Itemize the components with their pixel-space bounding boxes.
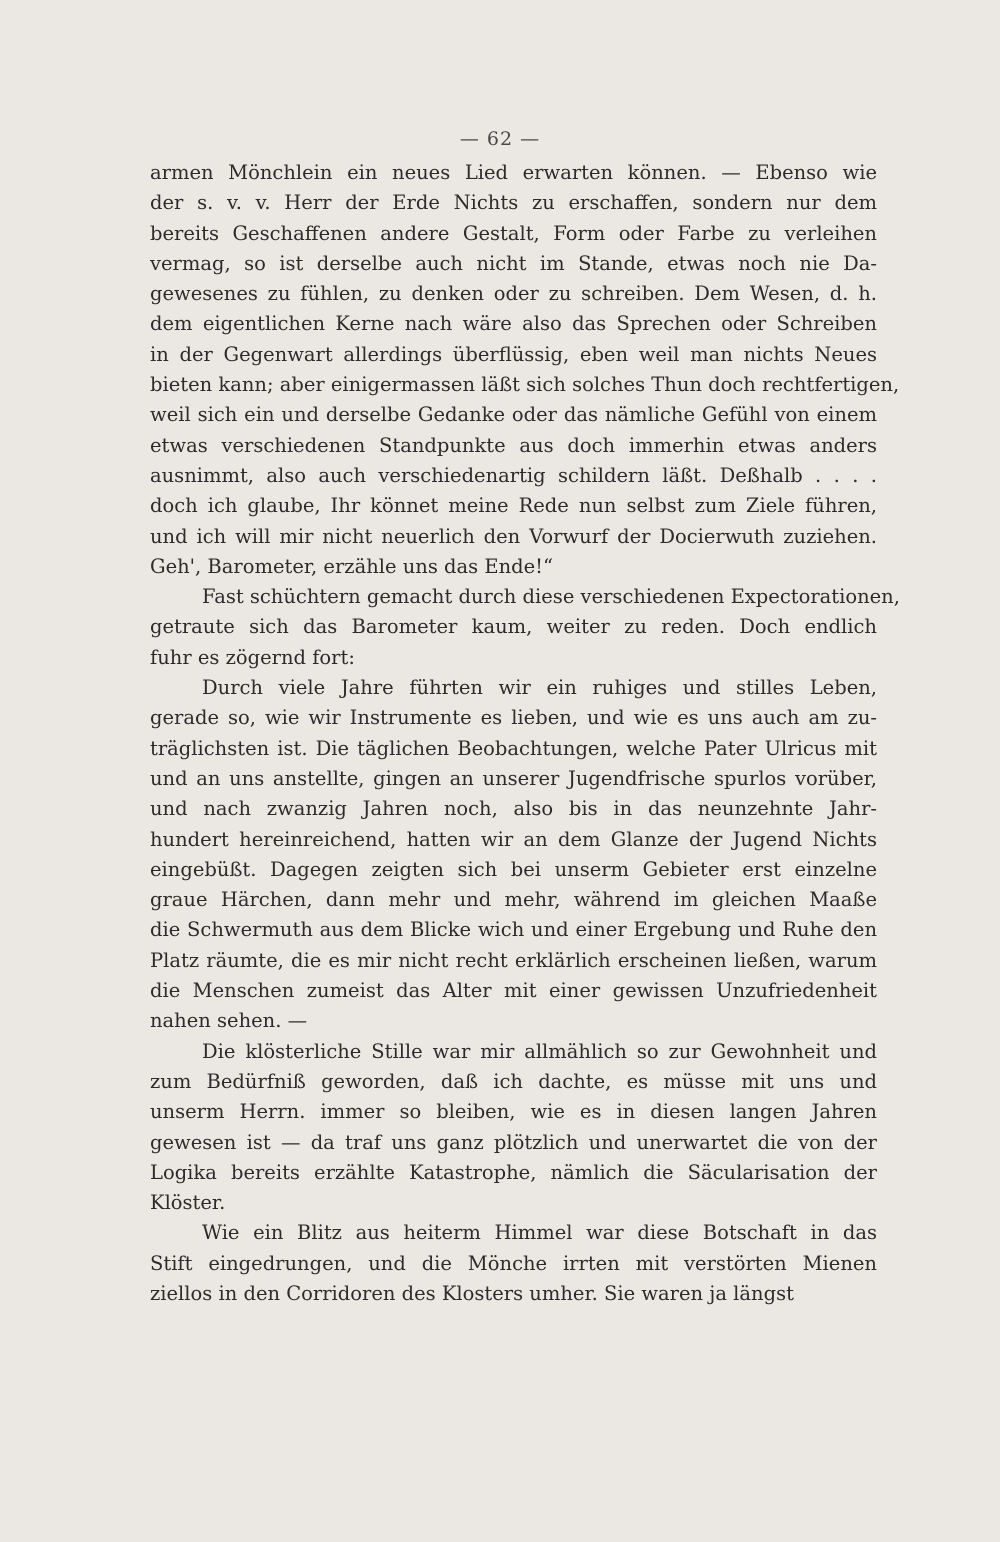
text-line: Durch viele Jahre führten wir ein ruhiges und stilles Leben, [202, 676, 877, 700]
paragraph [150, 1218, 877, 1309]
text-line: weil sich ein und derselbe Gedanke oder das nämliche Gefühl von einem [150, 403, 877, 427]
text-line: träglichsten ist. Die täglichen Beobachtungen, welche Pater Ulricus mit [150, 736, 877, 760]
text-line: Logika bereits erzählte Katastrophe, nämlich die Säcularisation der [150, 1160, 877, 1184]
text-line: ausnimmt, also auch verschiedenartig schildern läßt. Deßhalb . . . . [150, 463, 877, 487]
text-line: eingebüßt. Dagegen zeigten sich bei unserm Gebieter erst einzelne [150, 857, 877, 881]
text-line: Wie ein Blitz aus heiterm Himmel war diese Botschaft in das [202, 1221, 877, 1245]
text-line: nahen sehen. — [150, 1009, 308, 1033]
text-line: gewesenes zu fühlen, zu denken oder zu schreiben. Dem Wesen, d. h. [150, 282, 877, 306]
text-line: Klöster. [150, 1191, 226, 1215]
text-line: Platz räumte, die es mir nicht recht erklärlich erscheinen ließen, warum [150, 948, 877, 972]
text-line: unserm Herrn. immer so bleiben, wie es in diesen langen Jahren [150, 1100, 877, 1124]
text-line: bereits Geschaffenen andere Gestalt, Form oder Farbe zu verleihen [150, 221, 877, 245]
paragraph [150, 158, 900, 582]
text-line: der s. v. v. Herr der Erde Nichts zu erschaffen, sondern nur dem [150, 191, 877, 215]
text-line: gewesen ist — da traf uns ganz plötzlich und unerwartet die von der [150, 1130, 877, 1154]
text-line: dem eigentlichen Kerne nach wäre also das Sprechen oder Schreiben [150, 312, 877, 336]
paragraph [150, 582, 900, 673]
text-line: die Schwermuth aus dem Blicke wich und einer Ergebung und Ruhe den [150, 918, 877, 942]
text-line: Fast schüchtern gemacht durch diese verschiedenen Expectorationen, [202, 585, 900, 609]
text-line: armen Mönchlein ein neues Lied erwarten können. — Ebenso wie [150, 161, 877, 184]
text-line: doch ich glaube, Ihr könnet meine Rede nun selbst zum Ziele führen, [150, 494, 877, 518]
text-line: getraute sich das Barometer kaum, weiter zu reden. Doch endlich [150, 615, 877, 639]
text-line: gerade so, wie wir Instrumente es lieben, und wie es uns auch am zu- [150, 706, 877, 730]
text-line: und ich will mir nicht neuerlich den Vorwurf der Docierwuth zuziehen. [150, 524, 877, 548]
text-line: bieten kann; aber einigermassen läßt sich solches Thun doch rechtfertigen, [150, 373, 900, 397]
text-line: ziellos in den Corridoren des Klosters umher. Sie waren ja längst [150, 1281, 794, 1305]
text-line: hundert hereinreichend, hatten wir an dem Glanze der Jugend Nichts [150, 827, 877, 851]
paragraph [150, 1037, 877, 1219]
text-line: Die klösterliche Stille war mir allmählich so zur Gewohnheit und [202, 1039, 877, 1063]
text-line: und an uns anstellte, gingen an unserer Jugendfrische spurlos vorüber, [150, 766, 877, 790]
text-line: fuhr es zögernd fort: [150, 645, 355, 669]
paragraph [150, 673, 877, 1037]
page-number: — 62 — [459, 128, 541, 150]
text-line: und nach zwanzig Jahren noch, also bis in das neunzehnte Jahr- [150, 797, 877, 821]
text-line: Stift eingedrungen, und die Mönche irrten mit verstörten Mienen [150, 1251, 877, 1275]
text-line: zum Bedürfniß geworden, daß ich dachte, es müsse mit uns und [150, 1069, 877, 1093]
text-line: die Menschen zumeist das Alter mit einer gewissen Unzufriedenheit [150, 979, 877, 1003]
text-line: vermag, so ist derselbe auch nicht im Stande, etwas noch nie Da- [150, 251, 877, 275]
text-line: graue Härchen, dann mehr und mehr, während im gleichen Maaße [150, 888, 877, 912]
text-line: etwas verschiedenen Standpunkte aus doch immerhin etwas anders [150, 433, 877, 457]
body-text [150, 158, 900, 1309]
text-line: Geh', Barometer, erzähle uns das Ende!“ [150, 554, 553, 578]
text-line: in der Gegenwart allerdings überflüssig, eben weil man nichts Neues [150, 342, 877, 366]
